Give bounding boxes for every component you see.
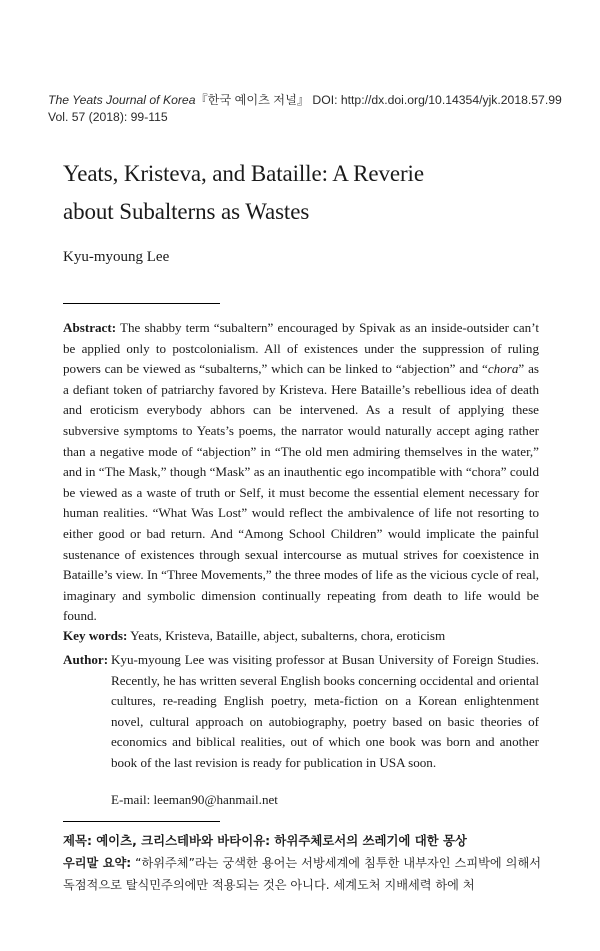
abstract-chora: chora	[487, 361, 519, 377]
volume-info: Vol. 57 (2018): 99-115	[48, 110, 168, 124]
abstract-text-continued: ” as a defiant token of patriarchy favored by Kristeva. Here Bataille’s rebellious idea of death and eroticism everybody abhors can be intervened. As a result of applying these subversive symptoms to Yeats’s poems, the narrator would naturally accept aging rather than a negative mode of “abjection” in “The old men admiring themselves in the water,” and in “The Mask,” though “Mask” as an inauthentic ego incompatible with “chora” could be viewed as a waste of truth or Self, it must become the essential element necessary for human realities. “What Was Lost” would reflect the ambivalence of life not resorting to either good or bad return. And “Among School Children” would implicate the painful sustenance of existences through sexual intercourse as mutual strives for coexistence in Bataille’s view. In “Three Movements,” the three modes of life as the vicious cycle of real, imaginary and symbolic dimension continually repeating from death to life would be found.	[63, 361, 539, 624]
divider-rule	[63, 821, 220, 822]
divider-rule	[63, 303, 220, 304]
title-line-2: about Subalterns as Wastes	[63, 199, 310, 224]
abstract-text: The shabby term “subaltern” encouraged by Spivak as an inside-outsider can’t be applied only to postcolonialism. All of existences under the suppression of ruling powers can be viewed as “subalterns,” which can be linked to “abjection” and “	[63, 320, 539, 377]
journal-korean-name: 『한국 예이츠 저널』	[195, 93, 310, 107]
article-title	[63, 155, 543, 231]
korean-summary-label: 우리말 요약:	[63, 856, 132, 870]
author-info-label: Author:	[63, 652, 109, 667]
abstract	[63, 318, 539, 627]
author-info-text: Kyu-myoung Lee was visiting professor at Busan University of Foreign Studies. Recently, he has written several English books concerning occidental and oriental cultures, re-reading English poetry, meta-fiction on a Korean enlightenment novel, cultural approach on autobiography, poetry based on basic theories of economics and biblical realities, out of which one book was born and another book of the last revision is ready for publication in USA soon.	[111, 652, 539, 770]
abstract-label: Abstract:	[63, 320, 117, 335]
journal-header	[48, 92, 568, 126]
author-name: Kyu-myoung Lee	[63, 249, 170, 265]
author-email[interactable]: E-mail: leeman90@hanmail.net	[111, 792, 278, 807]
title-line-1: Yeats, Kristeva, and Bataille: A Reverie	[63, 161, 424, 186]
keywords-label: Key words:	[63, 628, 128, 643]
doi-link[interactable]: DOI: http://dx.doi.org/10.14354/yjk.2018.57.99	[309, 93, 562, 107]
keywords-text: Yeats, Kristeva, Bataille, abject, subalterns, chora, eroticism	[127, 628, 446, 643]
journal-name: The Yeats Journal of Korea	[48, 93, 196, 107]
keywords	[63, 626, 539, 646]
korean-title: 제목: 예이츠, 크리스테바와 바타이유: 하위주체로서의 쓰레기에 대한 몽상	[63, 833, 467, 848]
korean-summary-text: “하위주체”라는 궁색한 용어는 서방세계에 침투한 내부자인 스피박에 의해서 독점적으로 탈식민주의에만 적용되는 것은 아니다. 세계도처 지배세력 하에 처	[63, 856, 541, 892]
korean-summary	[63, 852, 541, 896]
